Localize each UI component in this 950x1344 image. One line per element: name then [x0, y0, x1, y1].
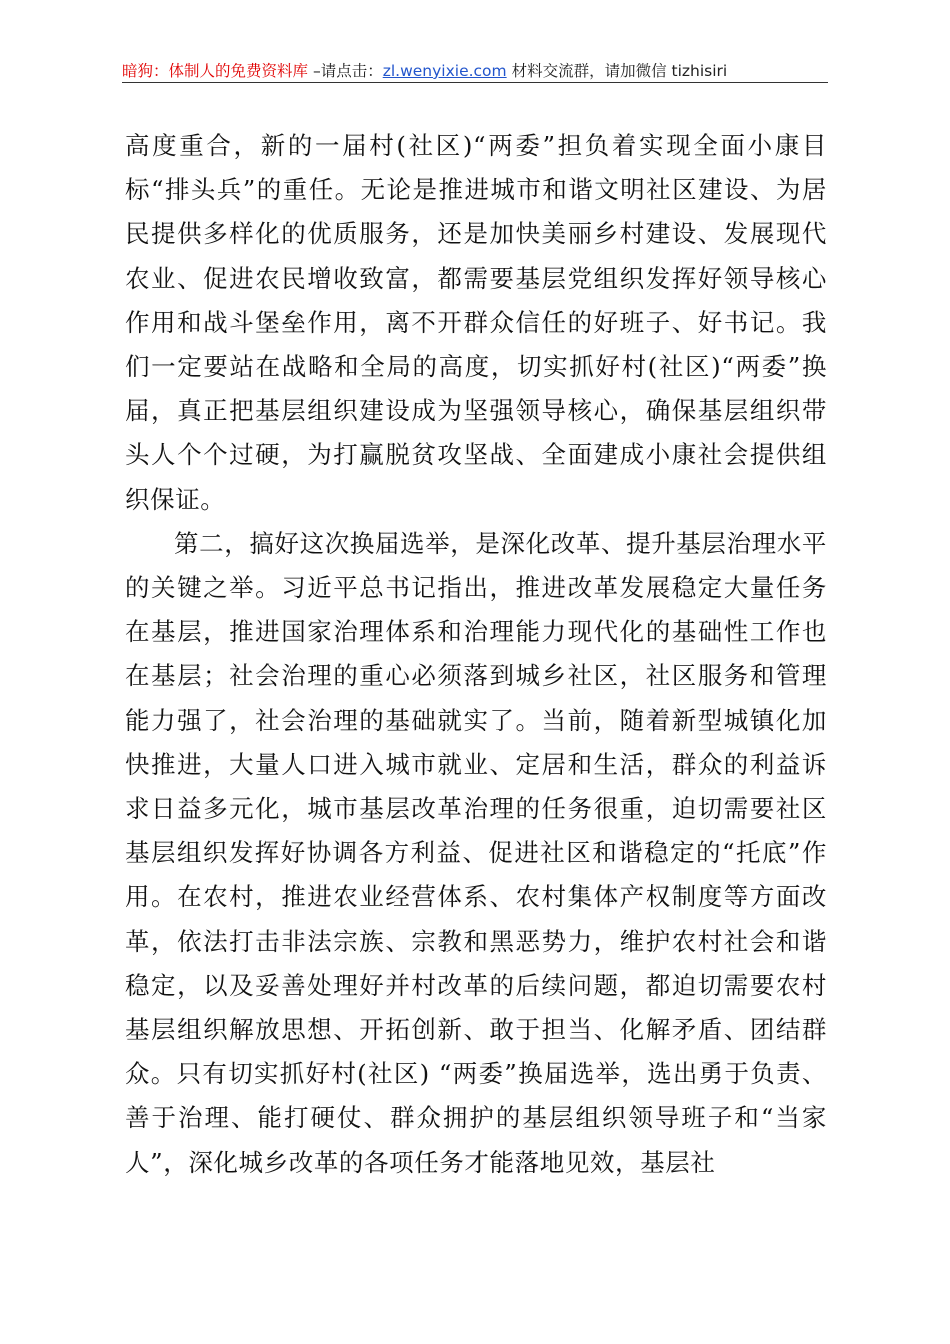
- document-body: [125, 124, 827, 1185]
- paragraph-second-point: 第二，搞好这次换届选举，是深化改革、提升基层治理水平的关键之举。习近平总书记指出，推进改革发展稳定大量任务在基层，推进国家治理体系和治理能力现代化的基础性工作也在基层；社会治理的重心必须落到城乡社区，社区服务和管理能力强了，社会治理的基础就实了。当前，随着新型城镇化加快推进，大量人口进入城市就业、定居和生活，群众的利益诉求日益多元化，城市基层改革治理的任务很重，迫切需要社区基层组织发挥好协调各方利益、促进社区和谐稳定的“托底”作用。在农村，推进农业经营体系、农村集体产权制度等方面改革，依法打击非法宗族、宗教和黑恶势力，维护农村社会和谐稳定，以及妥善处理好并村改革的后续问题，都迫切需要农村基层组织解放思想、开拓创新、敢于担当、化解矛盾、团结群众。只有切实抓好村(社区) “两委”换届选举，选出勇于负责、善于治理、能打硬仗、群众拥护的基层组织领导班子和“当家人”，深化城乡改革的各项任务才能落地见效，基层社: [125, 528, 827, 1177]
- click-prompt: –请点击：: [308, 62, 383, 80]
- wechat-note: 材料交流群，请加微信 tizhisiri: [506, 62, 728, 80]
- paragraph-continued: 高度重合，新的一届村(社区)“两委”担负着实现全面小康目标“排头兵”的重任。无论是推进城市和谐文明社区建设、为居民提供多样化的优质服务，还是加快美丽乡村建设、发展现代农业、促进农民增收致富，都需要基层党组织发挥好领导核心作用和战斗堡垒作用，离不开群众信任的好班子、好书记。我们一定要站在战略和全局的高度，切实抓好村(社区)“两委”换届，真正把基层组织建设成为坚强领导核心，确保基层组织带头人个个过硬，为打赢脱贫攻坚战、全面建成小康社会提供组织保证。: [125, 131, 827, 514]
- header-divider: [122, 82, 828, 83]
- site-link[interactable]: zl.wenyixie.com: [382, 62, 507, 80]
- page-header: [122, 58, 828, 84]
- site-label: 暗狗：体制人的免费资料库: [122, 62, 309, 80]
